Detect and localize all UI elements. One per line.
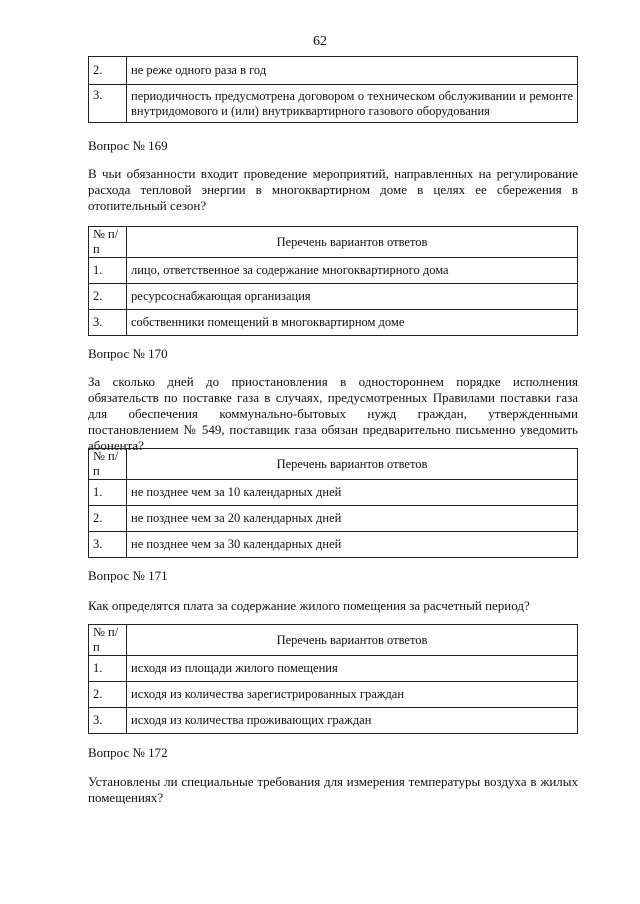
table-row <box>89 480 578 506</box>
table-row <box>89 310 578 336</box>
table-row <box>89 258 578 284</box>
answer-text: не позднее чем за 10 календарных дней <box>127 480 578 506</box>
column-header-answers: Перечень вариантов ответов <box>127 449 578 480</box>
answer-text: периодичность предусмотрена договором о техническом обслуживании и ремонте внутридомового и (или) внутриквартирного газового оборудования <box>127 85 578 123</box>
answer-number: 2. <box>89 682 127 708</box>
question-title: Вопрос № 169 <box>88 138 168 153</box>
question-text: За сколько дней до приостановления в одностороннем порядке исполнения обязательств по поставке газа в случаях, предусмотренных Правилами поставки газа для обеспечения коммунально-бытовых нужд граждан, утвержденными постановлением № 549, поставщик газа обязан предварительно письменно уведомить абонента? <box>88 374 578 453</box>
table-header-row <box>89 449 578 480</box>
answers-table-continued <box>88 56 578 123</box>
table-row <box>89 656 578 682</box>
column-header-number: № п/п <box>89 227 127 258</box>
answer-text: лицо, ответственное за содержание многоквартирного дома <box>127 258 578 284</box>
question-text: В чьи обязанности входит проведение мероприятий, направленных на регулирование расхода тепловой энергии в многоквартирном доме в целях ее сбережения в отопительный сезон? <box>88 166 578 213</box>
question-text: Установлены ли специальные требования для измерения температуры воздуха в жилых помещениях? <box>88 774 578 805</box>
answer-number: 2. <box>89 506 127 532</box>
answer-number: 1. <box>89 258 127 284</box>
answer-text: собственники помещений в многоквартирном доме <box>127 310 578 336</box>
table-row <box>89 57 578 85</box>
table-row <box>89 506 578 532</box>
answer-number: 1. <box>89 656 127 682</box>
column-header-answers: Перечень вариантов ответов <box>127 625 578 656</box>
answers-table <box>88 226 578 336</box>
table-header-row <box>89 227 578 258</box>
answer-number: 3. <box>89 532 127 558</box>
answer-number: 3. <box>89 85 127 123</box>
answers-table <box>88 624 578 734</box>
table-row <box>89 85 578 123</box>
table-row <box>89 532 578 558</box>
question-title: Вопрос № 171 <box>88 568 168 583</box>
column-header-answers: Перечень вариантов ответов <box>127 227 578 258</box>
answer-text: не позднее чем за 30 календарных дней <box>127 532 578 558</box>
answer-number: 1. <box>89 480 127 506</box>
question-text: Как определятся плата за содержание жилого помещения за расчетный период? <box>88 598 530 613</box>
column-header-number: № п/п <box>89 625 127 656</box>
table-header-row <box>89 625 578 656</box>
answer-number: 3. <box>89 708 127 734</box>
answer-text: ресурсоснабжающая организация <box>127 284 578 310</box>
table-row <box>89 708 578 734</box>
answer-number: 2. <box>89 57 127 85</box>
answer-text: не позднее чем за 20 календарных дней <box>127 506 578 532</box>
table-row <box>89 682 578 708</box>
answer-text: исходя из площади жилого помещения <box>127 656 578 682</box>
answer-text: не реже одного раза в год <box>127 57 578 85</box>
question-title: Вопрос № 170 <box>88 346 168 361</box>
column-header-number: № п/п <box>89 449 127 480</box>
answer-number: 2. <box>89 284 127 310</box>
answer-text: исходя из количества зарегистрированных граждан <box>127 682 578 708</box>
answer-text: исходя из количества проживающих граждан <box>127 708 578 734</box>
page-number: 62 <box>313 34 327 49</box>
question-title: Вопрос № 172 <box>88 745 168 760</box>
answer-number: 3. <box>89 310 127 336</box>
answers-table <box>88 448 578 558</box>
table-row <box>89 284 578 310</box>
